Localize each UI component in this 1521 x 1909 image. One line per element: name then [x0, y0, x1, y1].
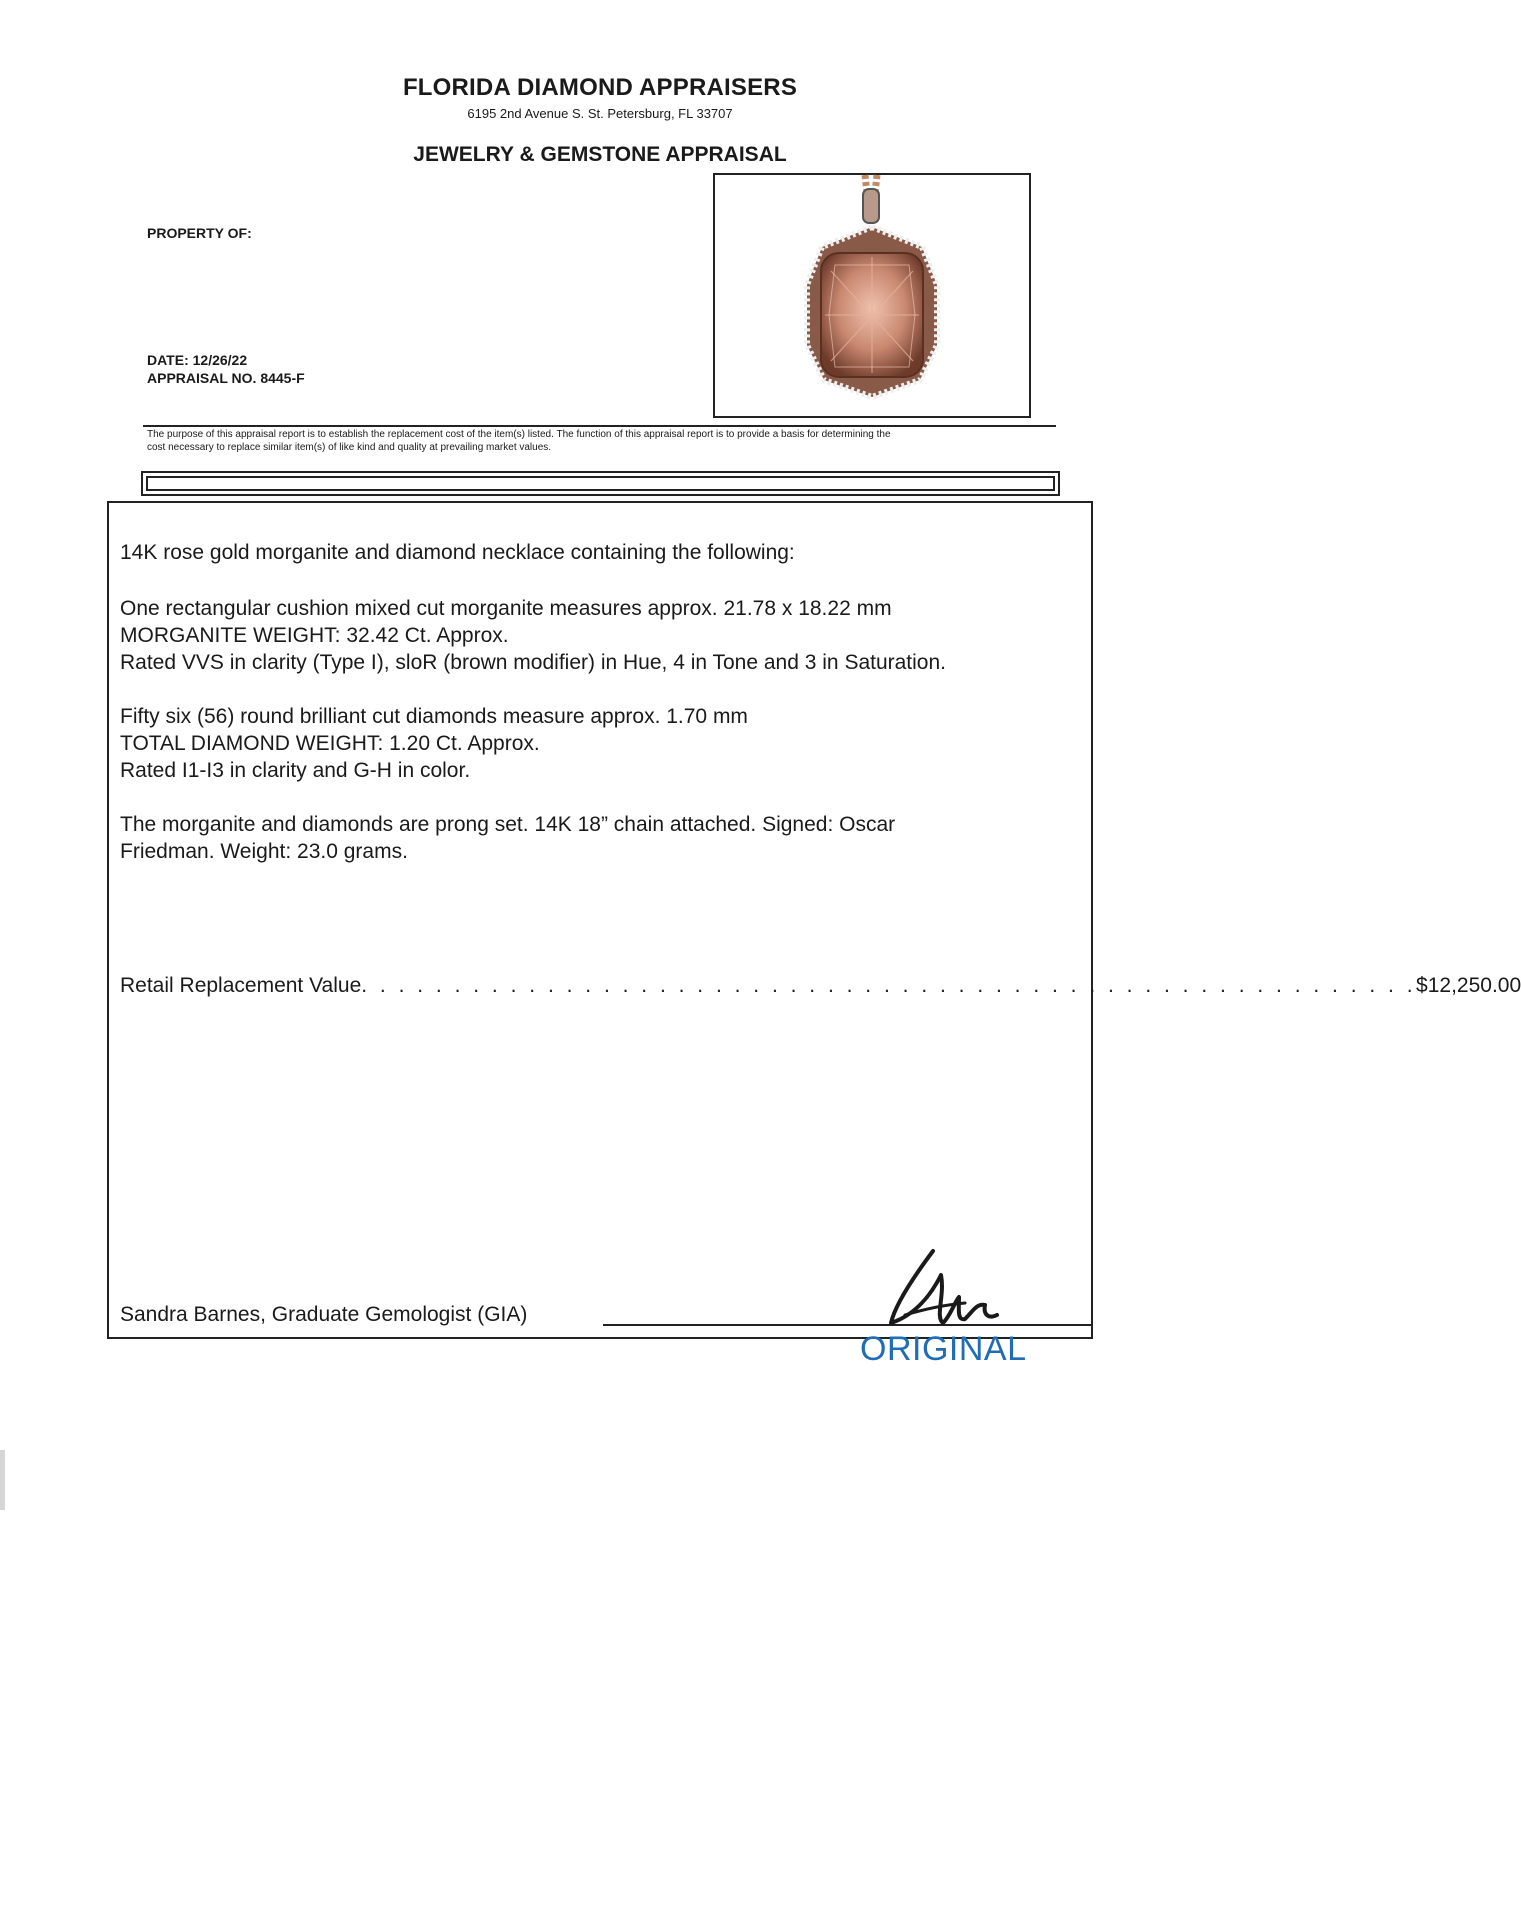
- setting-line: Friedman. Weight: 23.0 grams.: [120, 840, 408, 863]
- setting-line: The morganite and diamonds are prong set. 14K 18” chain attached. Signed: Oscar: [120, 813, 896, 836]
- morganite-rating-line: Rated VVS in clarity (Type I), sloR (brown modifier) in Hue, 4 in Tone and 3 in Saturation.: [120, 651, 947, 674]
- retail-value-amount: $12,250.00: [1416, 974, 1521, 997]
- appraiser-name: Sandra Barnes, Graduate Gemologist (GIA): [120, 1303, 528, 1326]
- intro-line: 14K rose gold morganite and diamond necklace containing the following:: [120, 541, 795, 564]
- morganite-details: [120, 595, 1080, 676]
- property-of-label: PROPERTY OF:: [147, 225, 252, 241]
- disclaimer-text: [147, 428, 1047, 454]
- item-photo-frame: [713, 173, 1031, 418]
- retail-value-row: [120, 974, 1521, 998]
- morganite-pendant-image: [715, 175, 1029, 416]
- item-intro: [120, 539, 1080, 566]
- company-name: FLORIDA DIAMOND APPRAISERS: [402, 74, 798, 101]
- decorative-inner-bar: [146, 476, 1055, 491]
- diamond-rating-line: Rated I1-I3 in clarity and G-H in color.: [120, 759, 471, 782]
- signature-line: [603, 1324, 1091, 1326]
- retail-value-label: Retail Replacement Value: [120, 974, 362, 997]
- decorative-double-bar: [141, 471, 1060, 496]
- disclaimer-line: The purpose of this appraisal report is to establish the replacement cost of the item(s) listed. The function of this appraisal report is to provide a basis for determining the: [147, 429, 891, 440]
- diamond-details: [120, 703, 1080, 784]
- diamond-weight-line: TOTAL DIAMOND WEIGHT: 1.20 Ct. Approx.: [120, 732, 540, 755]
- handwritten-signature: [885, 1245, 1015, 1340]
- morganite-weight-line: MORGANITE WEIGHT: 32.42 Ct. Approx.: [120, 624, 509, 647]
- original-stamp: ORIGINAL: [860, 1330, 1027, 1368]
- diamond-line: Fifty six (56) round brilliant cut diamonds measure approx. 1.70 mm: [120, 705, 748, 728]
- document-title: JEWELRY & GEMSTONE APPRAISAL: [413, 143, 787, 166]
- disclaimer-line: cost necessary to replace similar item(s) of like kind and quality at prevailing market values.: [147, 442, 552, 453]
- scan-edge-mark: [0, 1450, 5, 1510]
- appraisal-number: APPRAISAL NO. 8445-F: [147, 370, 305, 386]
- morganite-line: One rectangular cushion mixed cut morganite measures approx. 21.78 x 18.22 mm: [120, 597, 892, 620]
- disclaimer-rule: [143, 425, 1056, 427]
- company-address: 6195 2nd Avenue S. St. Petersburg, FL 33707: [467, 106, 733, 121]
- setting-details: [120, 811, 1080, 865]
- appraisal-date: DATE: 12/26/22: [147, 352, 248, 368]
- dot-leader: . . . . . . . . . . . . . . . . . . . . . . . . . . . . . . . . . . . . . . . . . . . . . . . . . . . . . . . . .: [361, 974, 1417, 997]
